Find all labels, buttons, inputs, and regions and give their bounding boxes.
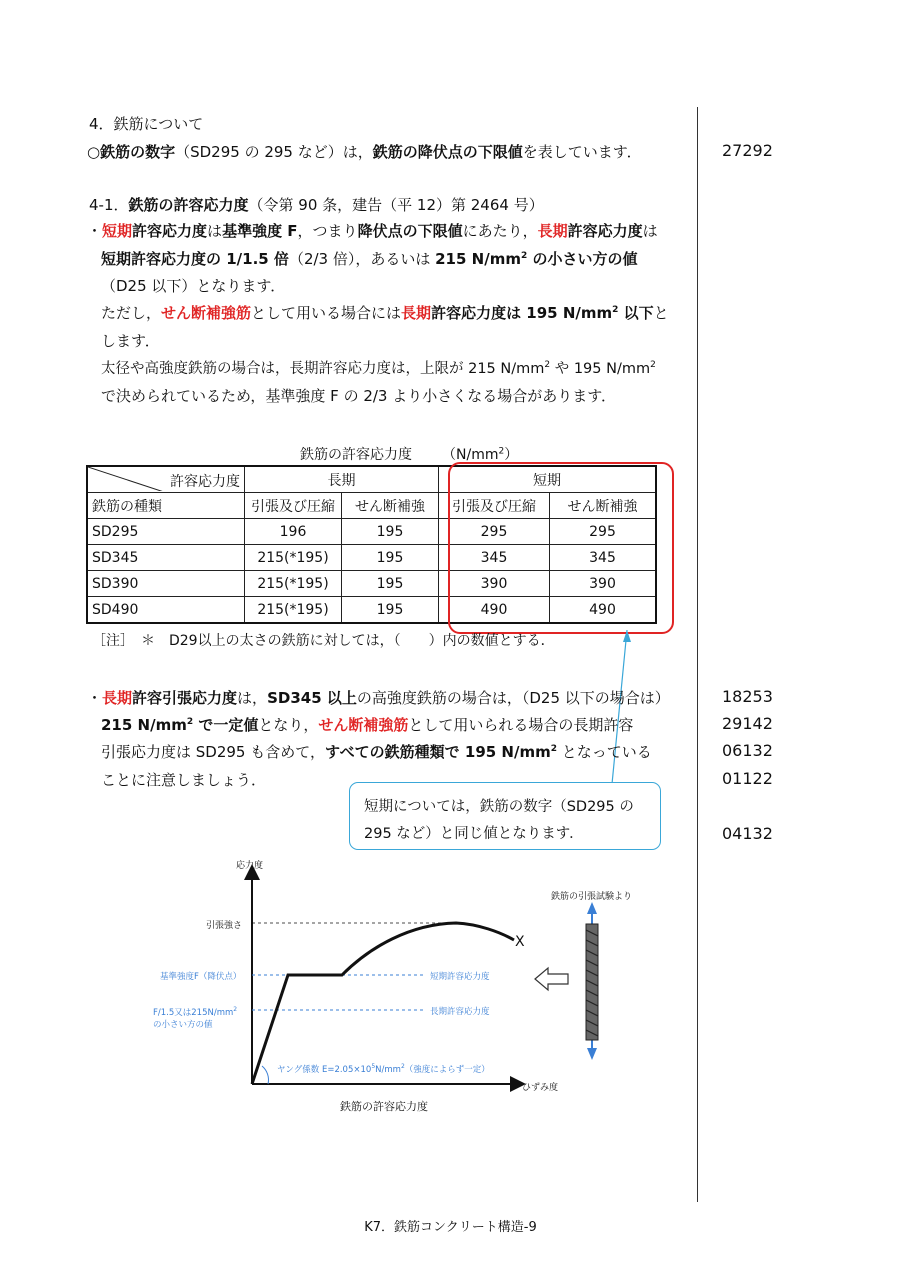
x-axis-label: ひずみ度 <box>522 1083 559 1093</box>
para2-line1: ・長期許容引張応力度は，SD345 以上の高強度鉄筋の場合は，（D25 以下の場合は） <box>87 689 670 707</box>
young-modulus-label: ヤング係数 $E=2.05\times 10^5N/mm^2$（強度によらず一定） <box>277 1063 490 1075</box>
diagonal-header: 許容応力度 <box>87 466 245 493</box>
short-term-header: 短期 <box>439 466 657 493</box>
subheader: 引張及び圧縮 <box>439 493 550 519</box>
callout-box <box>349 782 661 850</box>
para1-line1: ・短期許容応力度は基準強度 F，つまり降伏点の下限値にあたり，長期許容応力度は <box>87 222 658 240</box>
para1-line4: ただし，せん断補強筋として用いる場合には長期許容応力度は 195 $N/mm^2$ 以下と <box>101 304 669 322</box>
diagram-title: 鉄筋の許容応力度 <box>340 1100 428 1113</box>
ref-code: 01122 <box>722 769 773 788</box>
page-footer: K7．鉄筋コンクリート構造-9 <box>364 1220 537 1235</box>
long-value-label-1: F/1.5又は$215N/mm^2$ <box>153 1006 238 1018</box>
table-caption: 鉄筋の許容応力度 $(N/mm^2)$ <box>300 446 519 463</box>
hollow-arrow-icon <box>535 968 568 990</box>
base-strength-label: 基準強度F（降伏点） <box>160 972 242 982</box>
para1-line2: 短期許容応力度の 1/1.5 倍（2/3 倍），あるいは 215 $N/mm^2$ の小さい方の値 <box>101 250 638 268</box>
y-axis-label: 応力度 <box>236 861 264 871</box>
type-header: 鉄筋の種類 <box>87 493 245 519</box>
callout-pointer <box>590 628 640 788</box>
ref-code: 29142 <box>722 714 773 733</box>
ref-code: 27292 <box>722 141 773 160</box>
section-heading: 4．鉄筋について <box>89 115 204 133</box>
ref-code: 06132 <box>722 741 773 760</box>
table-row: SD490 215(*195) 195 490 490 <box>87 597 656 624</box>
para1-line3: （D25 以下）となります． <box>101 277 286 295</box>
table-note: ［注］ ＊ D29以上の太さの鉄筋に対しては，（ ）内の数値とする． <box>92 633 555 649</box>
table-row: SD390 215(*195) 195 390 390 <box>87 571 656 597</box>
subheader: 引張及び圧縮 <box>245 493 342 519</box>
table-row: SD295 196 195 295 295 <box>87 519 656 545</box>
para2-line3: 引張応力度は SD295 も含めて，すべての鉄筋種類で 195 $N/mm^2$ となっている <box>101 743 652 761</box>
ref-code: 18253 <box>722 687 773 706</box>
subheader: せん断補強 <box>342 493 439 519</box>
para1-line7: で決められているため，基準強度 F の 2/3 より小さくなる場合があります． <box>101 387 617 405</box>
right-margin-rule <box>697 107 698 1202</box>
para1-line6: 太径や高強度鉄筋の場合は，長期許容応力度は，上限が 215 $N/mm^2$ や 195 $N/mm^2$ <box>101 360 656 377</box>
tensile-label: 引張強さ <box>206 921 243 931</box>
tensile-test-label: 鉄筋の引張試験より <box>551 892 633 902</box>
circle-mark: ○ <box>87 143 101 161</box>
long-value-label-2: の小さい方の値 <box>153 1020 213 1030</box>
long-allowable-label: 長期許容応力度 <box>430 1007 490 1017</box>
short-term-highlight <box>448 462 674 634</box>
para2-line2: 215 $N/mm^2$ で一定値となり，せん断補強筋として用いられる場合の長期許容 <box>101 716 634 734</box>
callout-line1: 短期については，鉄筋の数字（SD295 の <box>364 799 634 815</box>
subsection-heading: 4-1．鉄筋の許容応力度（令第 90 条，建告（平 12）第 2464 号） <box>89 196 544 214</box>
callout-line2: 295 など）と同じ値となります． <box>364 826 584 842</box>
ref-code: 04132 <box>722 824 773 843</box>
long-term-header: 長期 <box>245 466 439 493</box>
subheader: せん断補強 <box>550 493 657 519</box>
short-allowable-label: 短期許容応力度 <box>430 972 490 982</box>
table-row: SD345 215(*195) 195 345 345 <box>87 545 656 571</box>
para1-line5: します． <box>101 332 160 350</box>
para2-line4: ことに注意しましょう． <box>101 771 267 789</box>
rupture-mark: X <box>515 934 525 950</box>
stress-strain-curve <box>252 923 514 1084</box>
intro-line: ○鉄筋の数字（SD295 の 295 など）は，鉄筋の降伏点の下限値を表しています． <box>87 143 642 161</box>
